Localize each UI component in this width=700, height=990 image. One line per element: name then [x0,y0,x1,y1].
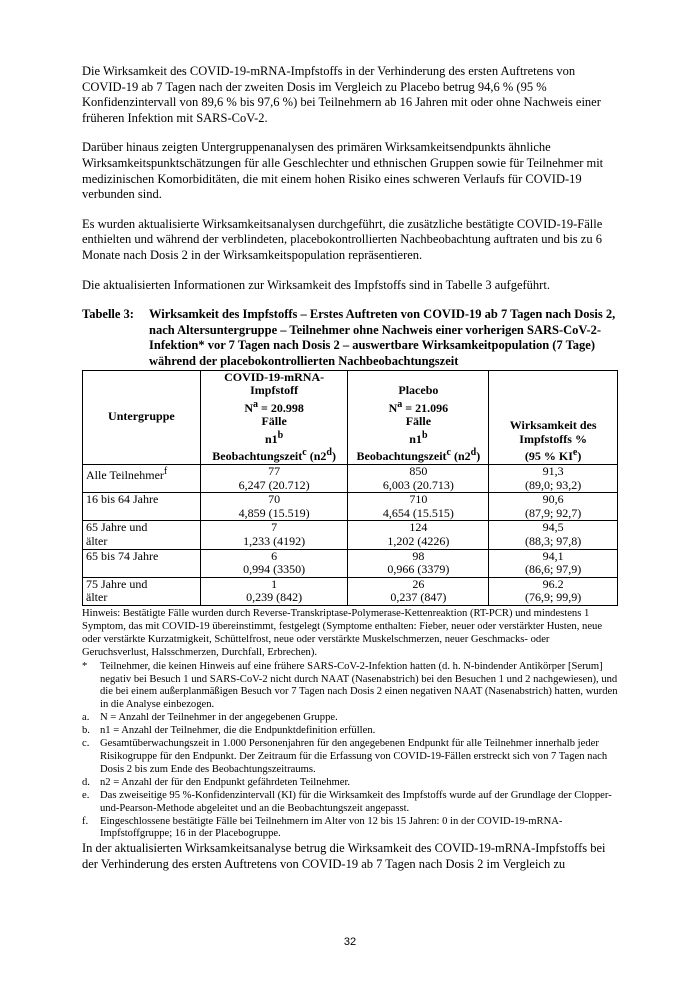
table-footnotes [82,608,618,841]
footnote-item: * Teilnehmer, die keinen Hinweis auf eine frühere SARS-CoV-2-Infektion hatten (d. h. N-bindender Antikörper [Serum] negativ bei Besuch 1 und SARS-CoV-2 nicht durch NAAT (Nasenabstrich) bei den Besuchen 1 und 2 nachgewiesen), und die bei einem außerplanmäßigen Besuch vor 7 Tagen nach Dosis 2 einen negativen NAAT (Nasenabstrich) hatten, wurden in die Analyse einbezogen. [82,660,618,711]
row-subgroup: 75 Jahre und älter [83,577,201,605]
header-vaccine: COVID-19-mRNA- Impfstoff $N^a = 20.998$ Fälle n1$^b$ Beobachtungszeit$^c$ (n2$^d$) [200,370,348,465]
row-placebo: 850 6,003 (20.713) [348,465,489,493]
footnote-item: d. n2 = Anzahl der für den Endpunkt gefährdeten Teilnehmer. [82,776,351,788]
table-title: Wirksamkeit des Impfstoffs – Erstes Auftreten von COVID-19 ab 7 Tagen nach Dosis 2, nach Altersuntergruppe – Teilnehmer ohne Nachweis einer vorherigen SARS-CoV-2-Infektion* vor 7 Tagen nach Dosis 2 – auswertbare Wirksamkeitpopulation (7 Tage) während der placebokontrollierten Nachbeobachtungszeit [149,307,616,368]
row-efficacy: 94,1 (86,6; 97,9) [489,549,618,577]
header-subgroup: Untergruppe [83,370,201,465]
table-header-row [83,370,618,465]
table-caption [82,307,618,369]
row-efficacy: 96.2 (76,9; 99,9) [489,577,618,605]
row-vaccine: 7 1,233 (4192) [200,521,348,549]
paragraph-4: Die aktualisierten Informationen zur Wirksamkeit des Impfstoffs sind in Tabelle 3 aufgeführt. [82,277,550,292]
footnote-hint: Hinweis: Bestätigte Fälle wurden durch Reverse-Transkriptase-Polymerase-Kettenreaktion (RT-PCR) und mindestens 1 Symptom, das mit COVID-19 übereinstimmt, festgelegt (Symptome enthalten: Fieber, neuer oder verstärkter Husten, neue oder verstärkte Kurzatmigkeit, Schüttelfrost, neue oder verstärkte Muskelschmerzen, neuer Geschmacks- oder Geruchsverlust, Halsschmerzen, Durchfall, Erbrechen). [82,608,603,658]
row-subgroup: 16 bis 64 Jahre [83,493,201,521]
paragraph-2: Darüber hinaus zeigten Untergruppenanalysen des primären Wirksamkeitsendpunkts ähnliche Wirksamkeitspunktschätzungen für alle Geschlechter und ethnischen Gruppen sowie für Teilnehmer mit medizinischen Komorbiditäten, die mit einem hohen Risiko eines schweren Verlaufs für COVID-19 verbunden sind. [82,140,604,202]
table-row [83,521,618,549]
table-row [83,493,618,521]
row-efficacy: 91,3 (89,0; 93,2) [489,465,618,493]
footnote-item: e. Das zweiseitige 95 %-Konfidenzintervall (KI) für die Wirksamkeit des Impfstoffs wurde auf der Grundlage der Clopper-und-Pearson-Methode abgeleitet und an die Beobachtungszeit angepasst. [82,789,612,814]
paragraph-1: Die Wirksamkeit des COVID-19-mRNA-Impfstoffs in der Verhinderung des ersten Auftretens von COVID-19 ab 7 Tagen nach der zweiten Dosis im Vergleich zu Placebo betrug 94,6 % (95 % Konfidenzintervall von 89,6 % bis 97,6 %) bei Teilnehmern ab 16 Jahren mit oder ohne Nachweis einer früheren Infektion mit SARS-CoV-2. [82,64,601,125]
row-placebo: 98 0,966 (3379) [348,549,489,577]
header-placebo: Placebo $N^a = 21.096$ Fälle n1$^b$ Beobachtungszeit$^c$ (n2$^d$) [348,370,489,465]
footnote-item: a. N = Anzahl der Teilnehmer in der angegebenen Gruppe. [82,712,338,724]
header-efficacy: Wirksamkeit des Impfstoffs % (95 % $KI^e$) [489,370,618,465]
page-number: 32 [343,936,357,948]
row-vaccine: 77 6,247 (20.712) [200,465,348,493]
footnote-item: f. Eingeschlossene bestätigte Fälle bei Teilnehmern im Alter von 12 bis 15 Jahren: 0 in der COVID-19-mRNA-Impfstoffgruppe; 16 in der Placebogruppe. [82,815,563,840]
footnote-item: c. Gesamtüberwachungszeit in 1.000 Personenjahren für den angegebenen Endpunkt für alle Teilnehmer innerhalb jeder Risikogruppe für den Endpunkt. Der Zeitraum für die Erfassung von COVID-19-Fällen erstreckt sich von 7 Tagen nach Dosis 2 bis zum Ende des Beobachtungszeitraums. [82,738,608,775]
row-vaccine: 6 0,994 (3350) [200,549,348,577]
footnote-item: b. n1 = Anzahl der Teilnehmer, die die Endpunktdefinition erfüllen. [82,725,376,737]
row-efficacy: 94,5 (88,3; 97,8) [489,521,618,549]
closing-paragraph: In der aktualisierten Wirksamkeitsanalyse betrug die Wirksamkeit des COVID-19-mRNA-Impfstoffs bei der Verhinderung des ersten Auftretens von COVID-19 ab 7 Tagen nach Dosis 2 im Vergleich zu [82,841,606,871]
table-label: Tabelle 3: [82,307,134,322]
row-placebo: 124 1,202 (4226) [348,521,489,549]
row-subgroup: Alle Teilnehmer$^f$ [83,465,201,493]
table-row [83,549,618,577]
row-vaccine: 70 4,859 (15.519) [200,493,348,521]
table-row [83,465,618,493]
row-efficacy: 90,6 (87,9; 92,7) [489,493,618,521]
row-placebo: 710 4,654 (15.515) [348,493,489,521]
row-subgroup: 65 bis 74 Jahre [83,549,201,577]
table-row [83,577,618,605]
efficacy-table [82,370,618,607]
row-subgroup: 65 Jahre und älter [83,521,201,549]
document-page [82,64,618,887]
row-placebo: 26 0,237 (847) [348,577,489,605]
paragraph-3: Es wurden aktualisierte Wirksamkeitsanalysen durchgeführt, die zusätzliche bestätigte COVID-19-Fälle enthielten und während der verblindeten, placebokontrollierten Nachbeobachtung auftraten und bis zu 6 Monate nach Dosis 2 in der Wirksamkeitspopulation repräsentieren. [82,216,603,262]
row-vaccine: 1 0,239 (842) [200,577,348,605]
